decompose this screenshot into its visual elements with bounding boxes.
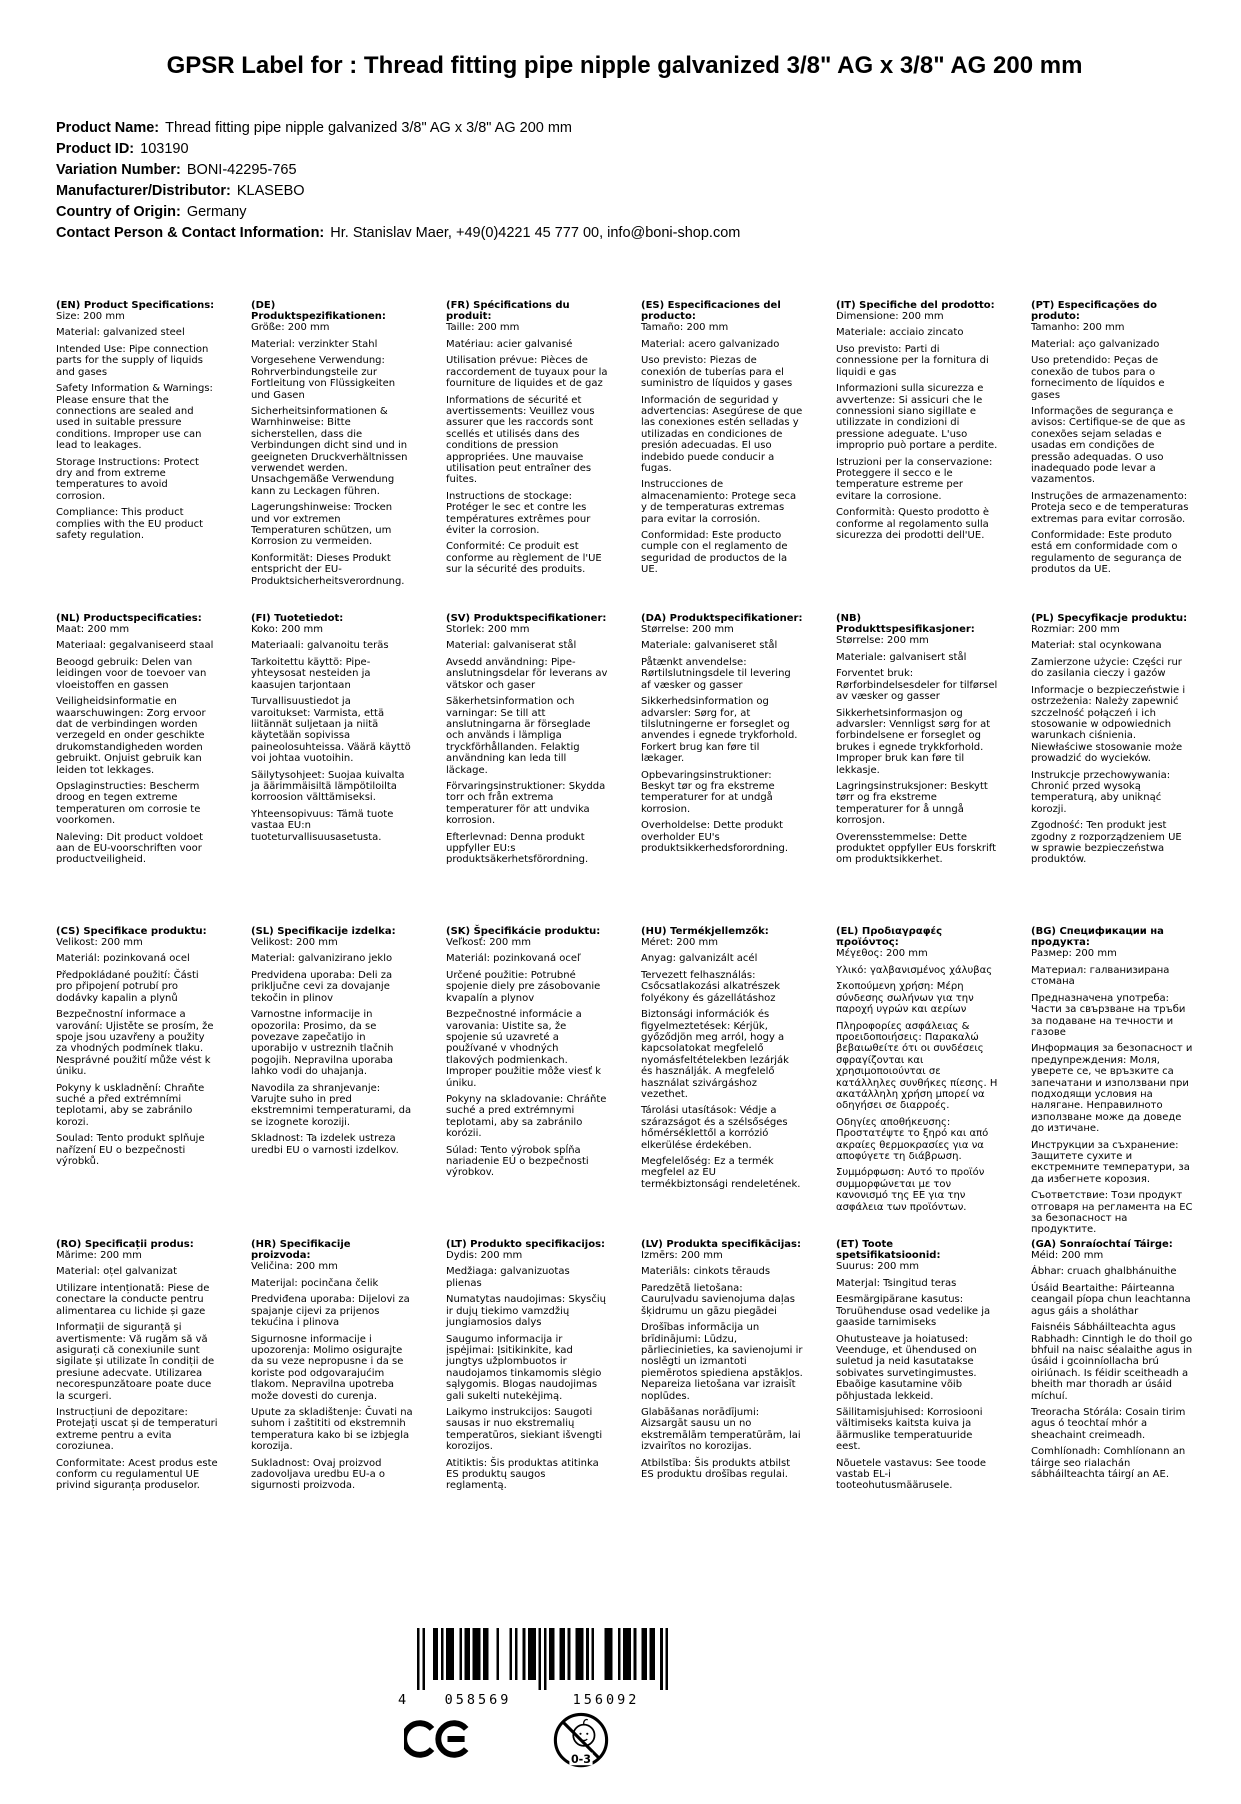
spec-paragraph: Material: oțel galvanizat [56, 1266, 178, 1278]
spec-paragraph: Инструкции за съхранение: Защитете сухите и екстремните температури, за да избегнете корозия. [1031, 1139, 1190, 1185]
spec-paragraph: Material: galvanizirano jeklo [251, 953, 393, 965]
lang-block-header: (LV) Produkta specifikācijas: [641, 1238, 801, 1250]
spec-paragraph: Určené použitie: Potrubné spojenie diely pre zásobovanie kvapalín a plynov [446, 969, 601, 1004]
spec-paragraph: Forventet bruk: Rørforbindelsesdeler for tilførsel av væsker og gasser [836, 668, 998, 703]
spec-paragraph: Informazioni sulla sicurezza e avvertenze: Si assicuri che le connessioni siano sigillate e utilizzate in condizioni di pressione adeguate. L'uso improprio può portare a perdite. [836, 383, 998, 452]
lang-block-da [641, 613, 803, 926]
spec-paragraph: Sicherheitsinformationen & Warnhinweise: Bitte sicherstellen, dass die Verbindungen dicht sind und in geeigneten Druckverhältnissen verwendet werden. Unsachgemäße Verwendung kann zu Leckagen führen. [251, 405, 408, 497]
spec-paragraph: Atbilstība: Šis produkts atbilst ES produktu drošības regulai. [641, 1457, 791, 1480]
spec-paragraph: Treoracha Stórála: Cosain tirim agus ó teochtaí mhór a sheachaint creimeadh. [1031, 1406, 1186, 1441]
lang-block-ro [56, 1239, 218, 1492]
spec-paragraph: Istruzioni per la conservazione: Proteggere il secco e le temperature estreme per evitare la corrosione. [836, 456, 993, 502]
spec-paragraph: Materjal: Tsingitud teras [836, 1277, 957, 1289]
spec-paragraph: Predviđena uporaba: Dijelovi za spajanje cijevi za prijenos tekućina i plinova [251, 1294, 410, 1329]
product-info-label: Product ID: [56, 140, 135, 157]
lang-block-ga [1031, 1239, 1193, 1492]
lang-block-cs [56, 926, 218, 1239]
lang-block-header: (RO) Specificații produs: [56, 1238, 194, 1250]
spec-paragraph: Materiál: pozinkovaná ocel [56, 953, 190, 965]
spec-paragraph: Storlek: 200 mm [446, 624, 530, 636]
spec-paragraph: Lagerungshinweise: Trocken und vor extremen Temperaturen schützen, um Korrosion zu vermeiden. [251, 502, 393, 548]
lang-block-en [56, 300, 218, 613]
spec-paragraph: Tarkoitettu käyttö: Pipe-yhteysosat nesteiden ja kaasujen tarjontaan [251, 656, 371, 691]
spec-paragraph: Material: galvaniserat stål [446, 640, 577, 652]
spec-paragraph: Vorgesehene Verwendung: Rohrverbindungsteile zur Fortleitung von Flüssigkeiten und Gasen [251, 355, 396, 401]
spec-paragraph: Matériau: acier galvanisé [446, 338, 573, 350]
product-info-label: Product Name: [56, 119, 160, 136]
spec-paragraph: Οδηγίες αποθήκευσης: Προστατέψτε το ξηρό και από ακραίες θερμοκρασίες για να αποφύγετε τη διάβρωση. [836, 1116, 989, 1162]
spec-paragraph: Tamanho: 200 mm [1031, 322, 1125, 334]
spec-paragraph: Materiāls: cinkots tērauds [641, 1266, 771, 1278]
spec-paragraph: Navodila za shranjevanje: Varujte suho in pred ekstremnimi temperaturami, da se izognete koroziji. [251, 1082, 412, 1128]
lang-block-header: (CS) Specifikace produktu: [56, 925, 207, 937]
spec-paragraph: Conformitate: Acest produs este conform cu regulamentul UE privind siguranța produselor. [56, 1457, 218, 1492]
ean13-barcode [417, 1628, 668, 1690]
lang-block-header: (NB) Produkttspesifikasjoner: [836, 612, 975, 636]
lang-block-header: (BG) Спецификации на продукта: [1031, 925, 1164, 949]
product-info-value: Thread fitting pipe nipple galvanized 3/8" AG x 3/8" AG 200 mm [165, 119, 573, 136]
spec-paragraph: Medžiaga: galvanizuotas plienas [446, 1266, 570, 1289]
spec-paragraph: Materiał: stal ocynkowana [1031, 640, 1162, 652]
spec-paragraph: Størrelse: 200 mm [641, 624, 734, 636]
spec-paragraph: Säilitamisjuhised: Korrosiooni vältimiseks kaitsta kuiva ja äärmuslike temperatuuride eest. [836, 1406, 983, 1453]
spec-paragraph: Súlad: Tento výrobok spĺňa nariadenie EÚ o bezpečnosti výrobkov. [446, 1144, 589, 1179]
spec-paragraph: Material: aço galvanizado [1031, 338, 1160, 350]
spec-paragraph: Instrucțiuni de depozitare: Protejați uscat și de temperaturi extreme pentru a evita coroziunea. [56, 1406, 218, 1453]
lang-block-header: (HU) Termékjellemzők: [641, 925, 769, 937]
product-info-row [56, 139, 1193, 160]
spec-paragraph: Uso previsto: Piezas de conexión de tuberías para el suministro de líquidos y gases [641, 355, 793, 390]
spec-paragraph: Izmērs: 200 mm [641, 1250, 723, 1262]
spec-paragraph: Informações de segurança e avisos: Certifique-se de que as conexões sejam seladas e usadas em condições de pressão adequadas. O uso inadequado pode levar a vazamentos. [1031, 405, 1186, 486]
lang-block-pl [1031, 613, 1193, 926]
barcode-system-digit: 4 [398, 1692, 407, 1708]
spec-paragraph: Instruções de armazenamento: Proteja seco e de temperaturas extremas para evitar corrosão. [1031, 490, 1189, 525]
spec-paragraph: Utilizare intenționată: Piese de conectare la conducte pentru alimentarea cu lichide și gaze [56, 1282, 210, 1317]
spec-paragraph: Bezpečnostní informace a varování: Ujistěte se prosím, že spoje jsou uzavřeny a použity za vhodných podmínek tlaku. Nesprávné použití může vést k úniku. [56, 1009, 214, 1078]
spec-paragraph: Safety Information & Warnings: Please ensure that the connections are sealed and used in suitable pressure conditions. Improper use can lead to leakages. [56, 383, 213, 452]
spec-paragraph: Skladnost: Ta izdelek ustreza uredbi EU o varnosti izdelkov. [251, 1133, 399, 1156]
lang-block-pt [1031, 300, 1193, 613]
lang-block-header: (FI) Tuotetiedot: [251, 612, 344, 624]
lang-block-fr [446, 300, 608, 613]
spec-paragraph: Informacje o bezpieczeństwie i ostrzeżenia: Należy zapewnić szczelność połączeń i ich stosowanie w odpowiednich warunkach ciśnienia. Niewłaściwe stosowanie może prowadzić do wycieków. [1031, 684, 1186, 765]
spec-paragraph: Size: 200 mm [56, 311, 125, 323]
lang-block-header: (ET) Toote spetsifikatsioonid: [836, 1238, 941, 1262]
spec-paragraph: Material: verzinkter Stahl [251, 338, 378, 350]
spec-paragraph: Материал: галванизирана стомана [1031, 964, 1170, 988]
spec-paragraph: Pokyny k uskladnění: Chraňte suché a před extrémními teplotami, aby se zabránilo korozi. [56, 1082, 205, 1128]
lang-block-hr [251, 1239, 413, 1492]
lang-block-header: (LT) Produkto specifikacijos: [446, 1238, 606, 1250]
spec-paragraph: Zgodność: Ten produkt jest zgodny z rozporządzeniem UE w sprawie bezpieczeństwa produktów. [1031, 820, 1182, 866]
spec-paragraph: Suurus: 200 mm [836, 1261, 919, 1273]
spec-paragraph: Größe: 200 mm [251, 322, 330, 334]
lang-block-de [251, 300, 413, 613]
lang-block-nb [836, 613, 998, 926]
spec-paragraph: Tárolási utasítások: Védje a szárazságot és a szélsőséges hőmérséklettől a korrózió elkerülése érdekében. [641, 1105, 788, 1151]
product-info-label: Country of Origin: [56, 203, 181, 220]
spec-paragraph: Μέγεθος: 200 mm [836, 948, 928, 960]
spec-paragraph: Rozmiar: 200 mm [1031, 624, 1120, 636]
age-warning-0-3-icon [552, 1710, 610, 1774]
spec-paragraph: Υλικό: γαλβανισμένος χάλυβας [836, 964, 993, 976]
spec-paragraph: Faisnéis Sábháilteachta agus Rabhadh: Cinntigh le do thoil go bhfuil na naisc séalaithe agus in úsáid i gcoinníollacha brú oiriúnach. Is féidir sceitheadh a bheith mar thoradh ar úsáid míchuí. [1031, 1322, 1193, 1402]
spec-paragraph: Størrelse: 200 mm [836, 635, 929, 647]
product-info-label: Manufacturer/Distributor: [56, 182, 231, 199]
spec-paragraph: Съответствие: Този продукт отговаря на регламента на ЕС за безопасност на продуктите. [1031, 1190, 1193, 1236]
spec-paragraph: Bezpečnostné informácie a varovania: Uistite sa, že spojenie sú uzavreté a používané v vhodných tlakových podmienkach. Improper použitie môže viesť k úniku. [446, 1009, 602, 1089]
lang-block-header: (ES) Especificaciones del producto: [641, 299, 781, 323]
product-info-value: Hr. Stanislav Maer, +49(0)4221 45 777 00, info@boni-shop.com [330, 224, 741, 241]
spec-paragraph: Koko: 200 mm [251, 624, 324, 636]
document-title: GPSR Label for : Thread fitting pipe nipple galvanized 3/8" AG x 3/8" AG 200 mm [166, 52, 1083, 79]
spec-paragraph: Sikkerhedsinformation og advarsler: Sørg for, at tilslutningerne er forseglet og anvendes i egnede trykforhold. Forkert brug kan føre til lækager. [641, 696, 798, 765]
spec-paragraph: Paredzētā lietošana: Cauruļvadu savienojuma daļas šķidrumu un gāzu piegādei [641, 1282, 795, 1317]
spec-paragraph: Instrucciones de almacenamiento: Protege seca y de temperaturas extremas para evitar la corrosión. [641, 479, 797, 525]
spec-paragraph: Material: galvanized steel [56, 327, 185, 339]
spec-paragraph: Instrukcje przechowywania: Chronić przed wysoką temperaturą, aby uniknąć korozji. [1031, 769, 1171, 815]
spec-paragraph: Påtænkt anvendelse: Rørtilslutningsdele til levering af væsker og gasser [641, 656, 791, 691]
spec-paragraph: Materijal: pocinčana čelik [251, 1277, 379, 1289]
spec-paragraph: Σκοπούμενη χρήση: Μέρη σύνδεσης σωλήνων για την παροχή υγρών και αερίων [836, 981, 974, 1016]
spec-paragraph: Material: acero galvanizado [641, 338, 780, 350]
spec-paragraph: Storage Instructions: Protect dry and from extreme temperatures to avoid corrosion. [56, 456, 199, 502]
product-info-row [56, 223, 1193, 244]
spec-paragraph: Varnostne informacije in opozorila: Prosimo, da se povezave zapečatijo in uporabijo v ustreznih tlačnih pogojih. Nepravilna uporaba lahko vodi do uhajanja. [251, 1009, 394, 1078]
spec-paragraph: Veličina: 200 mm [251, 1261, 338, 1273]
spec-paragraph: Uso previsto: Parti di connessione per la fornitura di liquidi e gas [836, 343, 989, 378]
spec-paragraph: Velikost: 200 mm [251, 937, 338, 949]
lang-block-el [836, 926, 998, 1239]
spec-paragraph: Dimensione: 200 mm [836, 311, 944, 323]
product-info-value: KLASEBO [236, 182, 305, 199]
ce-mark-icon [404, 1716, 470, 1762]
spec-paragraph: Yhteensopivuus: Tämä tuote vastaa EU:n tuoteturvallisuusasetusta. [251, 808, 394, 843]
spec-paragraph: Anyag: galvanizált acél [641, 953, 758, 965]
spec-paragraph: Opslaginstructies: Bescherm droog en tegen extreme temperaturen om corrosie te voorkomen. [56, 780, 201, 827]
spec-paragraph: Informations de sécurité et avertissements: Veuillez vous assurer que les raccords sont scellés et utilisés dans des conditions de pression appropriées. Une mauvaise utilisation peut entraîner des fuites. [446, 394, 595, 486]
spec-paragraph: Размер: 200 mm [1031, 948, 1117, 960]
footer [0, 1628, 1241, 1788]
spec-paragraph: Sigurnosne informacije i upozorenja: Molimo osigurajte da su veze nepropusne i da se koriste pod odgovarajućim tlakom. Nepravilna upotreba može dovesti do curenja. [251, 1333, 404, 1402]
lang-block-header: (EL) Προδιαγραφές προϊόντος: [836, 925, 943, 949]
spec-paragraph: Maat: 200 mm [56, 624, 130, 636]
spec-paragraph: Úsáid Beartaithe: Páirteanna ceangail píopa chun leachtanna agus gáis a sholáthar [1031, 1282, 1191, 1317]
language-spec-grid [56, 300, 1193, 1492]
product-info-row [56, 118, 1193, 139]
spec-paragraph: Predvidena uporaba: Deli za priključne cevi za dovajanje tekočin in plinov [251, 969, 393, 1004]
spec-paragraph: Информация за безопасност и предупреждения: Моля, уверете се, че връзките са запечатани и използвани при подходящи условия на налягане. Неправилното използване може да доведе до изтичане. [1031, 1043, 1193, 1135]
spec-paragraph: Sukladnost: Ovaj proizvod zadovoljava uredbu EU-a o sigurnosti proizvoda. [251, 1457, 386, 1492]
spec-paragraph: Megfelelőség: Ez a termék megfelel az EU termékbiztonsági rendeletének. [641, 1155, 801, 1190]
spec-paragraph: Tervezett felhasználás: Csőcsatlakozási alkatrészek folyékony és gázellátáshoz [641, 969, 781, 1004]
lang-block-header: (GA) Sonraíochtaí Táirge: [1031, 1238, 1173, 1250]
spec-paragraph: Συμμόρφωση: Αυτό το προϊόν συμμορφώνεται με τον κανονισμό της ΕΕ για την ασφάλεια των προϊόντων. [836, 1167, 985, 1213]
spec-paragraph: Ohutusteave ja hoiatused: Veenduge, et ühendused on suletud ja neid kasutatakse sobivates survetingimustes. Ebaõige kasutamine võib põhjustada lekkeid. [836, 1333, 977, 1402]
spec-paragraph: Conformité: Ce produit est conforme au règlement de l'UE sur la sécurité des produits. [446, 541, 602, 576]
lang-block-header: (SK) Špecifikácie produktu: [446, 925, 601, 937]
spec-paragraph: Utilisation prévue: Pièces de raccordement de tuyaux pour la fourniture de liquides et de gaz [446, 355, 608, 390]
spec-paragraph: Dydis: 200 mm [446, 1250, 523, 1262]
spec-paragraph: Materiál: pozinkovaná oceľ [446, 953, 581, 965]
spec-paragraph: Biztonsági információk és figyelmeztetések: Kérjük, győződjön meg arról, hogy a kapcsolatokat megfelelő nyomásfeltételekben lezárják és használják. A megfelelő használat szivárgáshoz vezethet. [641, 1009, 789, 1100]
spec-paragraph: Informații de siguranță și avertismente: Vă rugăm să vă asigurați că conexiunile sunt sigilate și utilizate în condiții de presiune adecvate. Utilizarea necorespunzătoare poate duce la scurgeri. [56, 1322, 215, 1402]
lang-block-header: (PT) Especificações do produto: [1031, 299, 1157, 323]
lang-block-nl [56, 613, 218, 926]
spec-paragraph: Předpokládané použití: Části pro připojení potrubí pro dodávky kapalin a plynů [56, 969, 199, 1004]
spec-paragraph: Avsedd användning: Pipe-anslutningsdelar för leverans av vätskor och gaser [446, 656, 608, 691]
lang-block-header: (IT) Specifiche del prodotto: [836, 299, 995, 311]
spec-paragraph: Laikymo instrukcijos: Saugoti sausas ir nuo ekstremalių temperatūros, siekiant išvengti korozijos. [446, 1406, 603, 1453]
lang-block-header: (SL) Specifikacije izdelka: [251, 925, 396, 937]
spec-paragraph: Conformidade: Este produto está em conformidade com o regulamento de segurança de produtos da UE. [1031, 529, 1182, 576]
lang-block-et [836, 1239, 998, 1492]
lang-block-es [641, 300, 803, 613]
spec-paragraph: Naleving: Dit product voldoet aan de EU-voorschriften voor productveiligheid. [56, 831, 204, 866]
spec-paragraph: Lagringsinstruksjoner: Beskytt tørr og fra ekstreme temperaturer for å unngå korrosjon. [836, 780, 988, 827]
spec-paragraph: Materiaali: galvanoitu teräs [251, 640, 389, 652]
product-info-row [56, 160, 1193, 181]
product-info-value: 103190 [140, 140, 189, 157]
spec-paragraph: Mărime: 200 mm [56, 1250, 142, 1262]
spec-paragraph: Upute za skladištenje: Čuvati na suhom i zaštititi od ekstremnih temperatura kako bi se izbjegla korozija. [251, 1406, 413, 1453]
product-info-label: Variation Number: [56, 161, 181, 178]
spec-paragraph: Comhlíonadh: Comhlíonann an táirge seo rialachán sábháilteachta táirgí an AE. [1031, 1446, 1186, 1480]
lang-block-header: (PL) Specyfikacje produktu: [1031, 612, 1188, 624]
spec-paragraph: Materiale: acciaio zincato [836, 327, 964, 339]
lang-block-sv [446, 613, 608, 926]
spec-paragraph: Предназначена употреба: Части за свързване на тръби за подаване на течности и газове [1031, 992, 1186, 1038]
lang-block-sl [251, 926, 413, 1239]
spec-paragraph: Overensstemmelse: Dette produktet oppfyller EUs forskrift om produktsikkerhet. [836, 831, 997, 866]
barcode-left-group: 058569 [444, 1692, 512, 1708]
barcode-digits [398, 1692, 670, 1708]
lang-block-header: (DE) Produktspezifikationen: [251, 299, 386, 323]
lang-block-header: (EN) Product Specifications: [56, 299, 215, 311]
spec-paragraph: Glabāšanas norādījumi: Aizsargāt sausu un no ekstremālām temperatūrām, lai izvairītos no korozijas. [641, 1406, 801, 1453]
product-info-row [56, 181, 1193, 202]
spec-paragraph: Conformità: Questo prodotto è conforme al regolamento sulla sicurezza dei prodotti dell'UE. [836, 507, 990, 541]
spec-paragraph: Sikkerhetsinformasjon og advarsler: Vennligst sørg for at forbindelsene er forseglet og brukes i egnede trykkforhold. Improper bruk kan føre til lekkasje. [836, 707, 991, 776]
lang-block-hu [641, 926, 803, 1239]
spec-paragraph: Conformidad: Este producto cumple con el reglamento de seguridad de productos de la UE. [641, 529, 788, 576]
spec-paragraph: Zamierzone użycie: Części rur do zasilania cieczy i gazów [1031, 656, 1182, 680]
lang-block-header: (HR) Specifikacije proizvoda: [251, 1238, 351, 1262]
lang-block-lv [641, 1239, 803, 1492]
spec-paragraph: Veľkosť: 200 mm [446, 937, 531, 949]
lang-block-it [836, 300, 998, 613]
spec-paragraph: Soulad: Tento produkt splňuje nařízení EU o bezpečnosti výrobků. [56, 1133, 205, 1167]
spec-paragraph: Instructions de stockage: Protéger le sec et contre les températures extrêmes pour éviter la corrosion. [446, 490, 591, 536]
spec-paragraph: Compliance: This product complies with the EU product safety regulation. [56, 507, 204, 541]
spec-paragraph: Saugumo informacija ir įspėjimai: Įsitikinkite, kad jungtys užplombuotos ir naudojamos tinkamomis slėgio sąlygomis. Blogas naudojimas gali sukelti nutekėjimą. [446, 1333, 602, 1402]
spec-paragraph: Säilytysohjeet: Suojaa kuivalta ja äärimmäisiltä lämpötiloilta korroosion välttämiseksi. [251, 769, 405, 804]
spec-paragraph: Beoogd gebruik: Delen van leidingen voor de toevoer van vloeistoffen en gassen [56, 656, 207, 691]
spec-paragraph: Opbevaringsinstruktioner: Beskyt tør og fra ekstreme temperaturer for at undgå korrosion. [641, 769, 775, 815]
barcode-right-group: 156092 [572, 1692, 640, 1708]
spec-paragraph: Velikost: 200 mm [56, 937, 143, 949]
lang-block-header: (FR) Spécifications du produit: [446, 299, 570, 323]
spec-paragraph: Veiligheidsinformatie en waarschuwingen: Zorg ervoor dat de verbindingen worden verzegeld en onder geschikte drukomstandigheden worden gebruikt. Onjuist gebruik kan leiden tot lekkages. [56, 696, 206, 776]
spec-paragraph: Säkerhetsinformation och varningar: Se till att anslutningarna är förseglade och används i lämpliga tryckförhållanden. Felaktig användning kan leda till läckage. [446, 696, 591, 776]
spec-paragraph: Förvaringsinstruktioner: Skydda torr och från extrema temperaturer för att undvika korrosion. [446, 780, 606, 827]
spec-paragraph: Πληροφορίες ασφάλειας & προειδοποιήσεις: Παρακαλώ βεβαιωθείτε ότι οι συνδέσεις σφραγίζονται και χρησιμοποιούνται σε κατάλληλες συνθήκες πίεσης. Η ακατάλληλη χρήση μπορεί να οδηγήσει σε διαρροές. [836, 1020, 998, 1112]
spec-paragraph: Drošības informācija un brīdinājumi: Lūdzu, pārliecinieties, ka savienojumi ir noslēgti un izmantoti piemērotos spiediena apstākļos. Nepareiza lietošana var izraisīt noplūdes. [641, 1322, 803, 1402]
lang-block-header: (DA) Produktspecifikationer: [641, 612, 803, 624]
spec-paragraph: Uso pretendido: Peças de conexão de tubos para o fornecimento de líquidos e gases [1031, 355, 1165, 401]
spec-paragraph: Materiale: galvanisert stål [836, 651, 967, 663]
spec-paragraph: Numatytas naudojimas: Skysčių ir dujų tiekimo vamzdžių jungiamosios dalys [446, 1294, 606, 1329]
lang-block-sk [446, 926, 608, 1239]
gpsr-label-page [0, 50, 1241, 1804]
spec-paragraph: Efterlevnad: Denna produkt uppfyller EU:s produktsäkerhetsförordning. [446, 831, 589, 866]
spec-paragraph: Méid: 200 mm [1031, 1250, 1104, 1262]
spec-paragraph: Méret: 200 mm [641, 937, 719, 949]
product-info-label: Contact Person & Contact Information: [56, 224, 325, 241]
spec-paragraph: Eesmärgipärane kasutus: Toruühenduse osad vedelike ja gaaside tarnimiseks [836, 1294, 991, 1329]
spec-paragraph: Información de seguridad y advertencias: Asegúrese de que las conexiones estén selladas y utilizadas en condiciones de presión adecuadas. El uso indebido puede conducir a fugas. [641, 394, 803, 474]
age-warning-label: 0-3 [570, 1752, 592, 1766]
spec-paragraph: Taille: 200 mm [446, 322, 520, 334]
spec-paragraph: Nõuetele vastavus: See toode vastab EL-i tooteohutusmäärusele. [836, 1457, 987, 1492]
spec-paragraph: Turvallisuustiedot ja varoitukset: Varmista, että liitännät suljetaan ja niitä käytetään sopivissa paineolosuhteissa. Väärä käyttö voi johtaa vuotoihin. [251, 696, 411, 765]
spec-paragraph: Ábhar: cruach ghalbhánuithe [1031, 1266, 1177, 1278]
spec-paragraph: Overholdelse: Dette produkt overholder EU's produktsikkerhedsforordning. [641, 820, 789, 854]
product-info-section [56, 118, 1193, 244]
lang-block-lt [446, 1239, 608, 1492]
lang-block-header: (NL) Productspecificaties: [56, 612, 202, 624]
product-info-row [56, 202, 1193, 223]
spec-paragraph: Materiale: galvaniseret stål [641, 640, 778, 652]
lang-block-fi [251, 613, 413, 926]
spec-paragraph: Pokyny na skladovanie: Chráňte suché a pred extrémnymi teplotami, aby sa zabránilo korózii. [446, 1093, 607, 1140]
product-info-value: BONI-42295-765 [186, 161, 297, 178]
spec-paragraph: Tamaño: 200 mm [641, 322, 729, 334]
spec-paragraph: Atitiktis: Šis produktas atitinka ES produktų saugos reglamentą. [446, 1457, 599, 1492]
product-info-value: Germany [186, 203, 247, 220]
spec-paragraph: Konformität: Dieses Produkt entspricht der EU-Produktsicherheitsverordnung. [251, 552, 405, 587]
spec-paragraph: Materiaal: gegalvaniseerd staal [56, 640, 214, 652]
lang-block-bg [1031, 926, 1193, 1239]
spec-paragraph: Intended Use: Pipe connection parts for the supply of liquids and gases [56, 343, 209, 378]
lang-block-header: (SV) Produktspecifikationer: [446, 612, 607, 624]
